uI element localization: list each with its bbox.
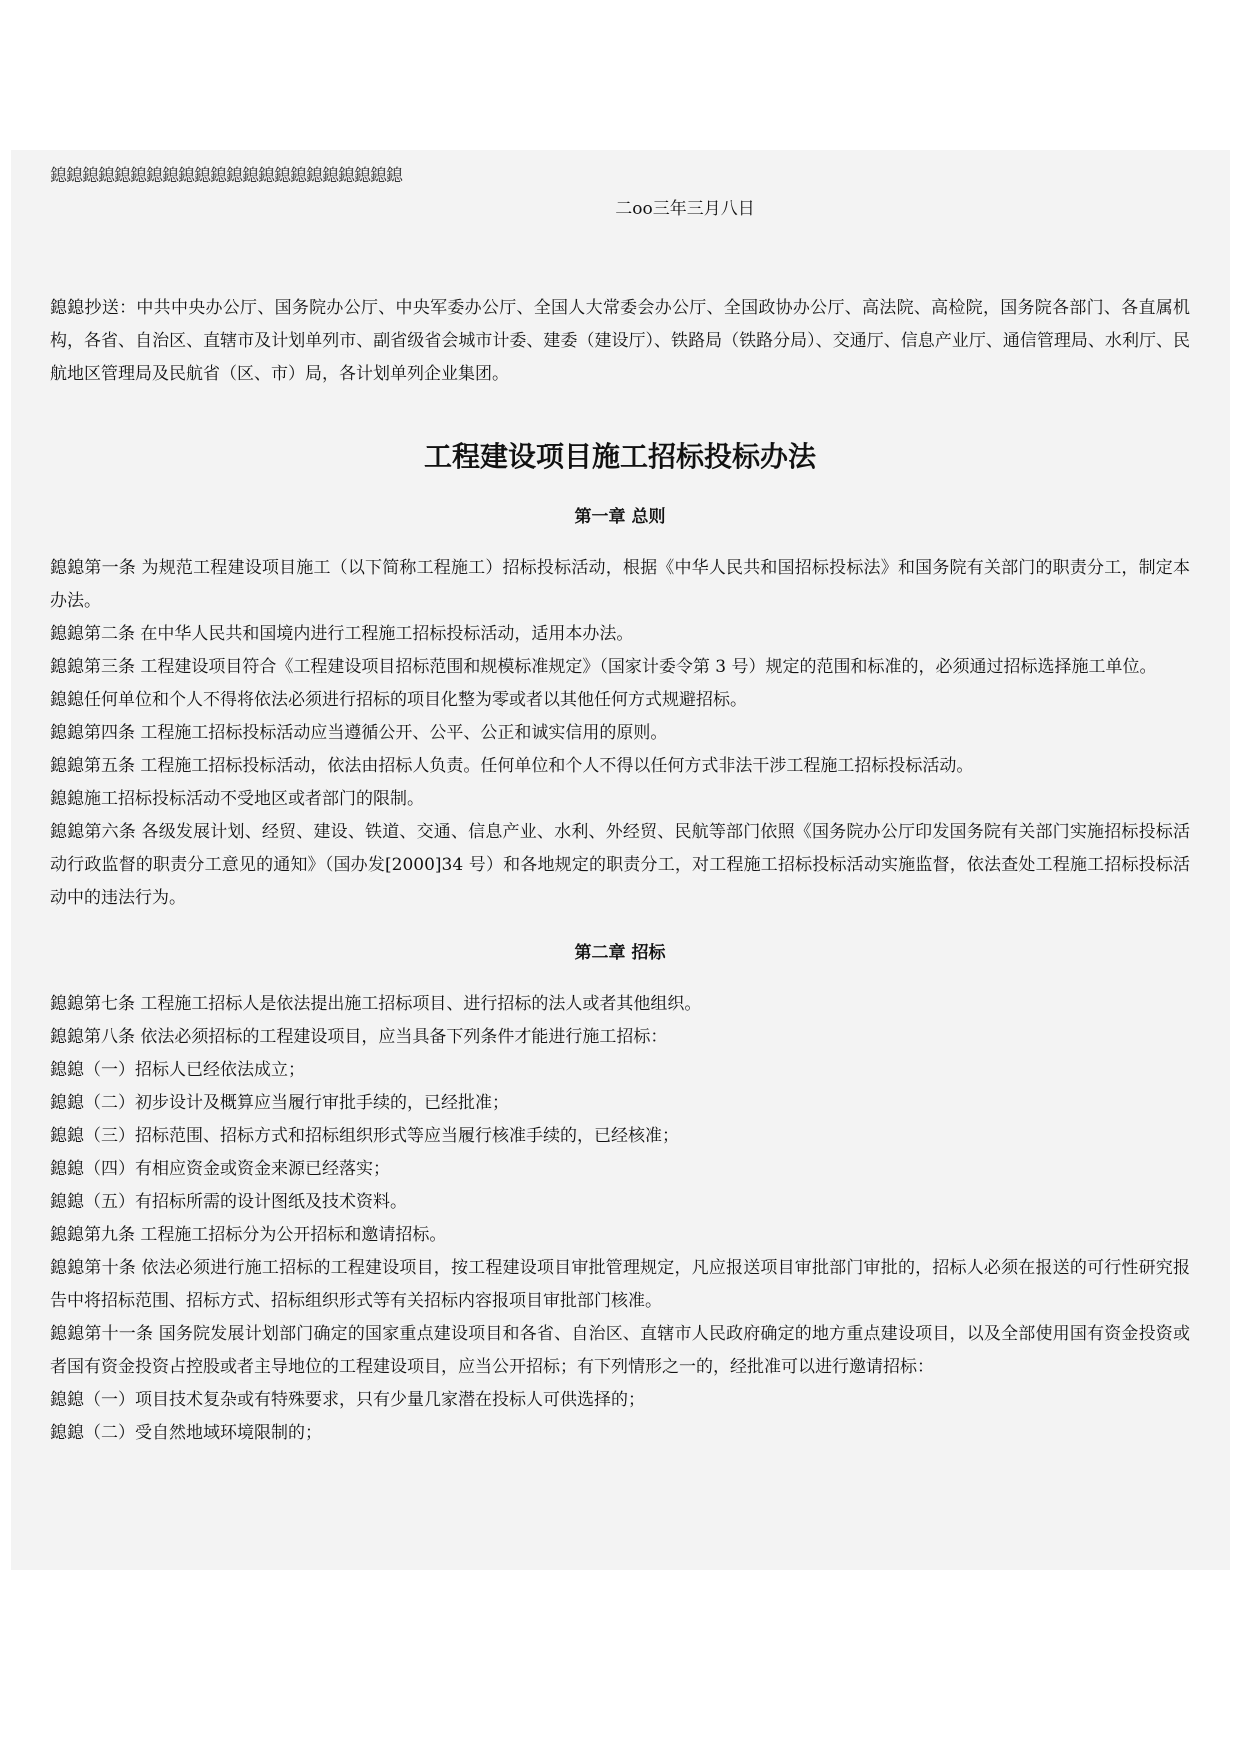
article-8-item-4: 鎴鎴（四）有相应资金或资金来源已经落实； (50, 1159, 390, 1179)
article-3-supplement: 鎴鎴任何单位和个人不得将依法必须进行招标的项目化整为零或者以其他任何方式规避招标。 (50, 690, 747, 710)
document-date: 二oo三年三月八日 (615, 199, 755, 219)
article-8-item-1: 鎴鎴（一）招标人已经依法成立； (50, 1060, 305, 1080)
article-11-item-1: 鎴鎴（一）项目技术复杂或有特殊要求，只有少量几家潜在投标人可供选择的； (50, 1390, 645, 1410)
article-9: 鎴鎴第九条 工程施工招标分为公开招标和邀请招标。 (50, 1225, 447, 1245)
article-10: 鎴鎴第十条 依法必须进行施工招标的工程建设项目，按工程建设项目审批管理规定，凡应报送项目审批部门审批的，招标人必须在报送的可行性研究报告中将招标范围、招标方式、招标组织形式等有关招标内容报项目审批部门核准。 (50, 1258, 1190, 1311)
article-1: 鎴鎴第一条 为规范工程建设项目施工（以下简称工程施工）招标投标活动，根据《中华人民共和国招标投标法》和国务院有关部门的职责分工，制定本办法。 (50, 558, 1190, 611)
article-6: 鎴鎴第六条 各级发展计划、经贸、建设、铁道、交通、信息产业、水利、外经贸、民航等部门依照《国务院办公厅印发国务院有关部门实施招标投标活动行政监督的职责分工意见的通知》（国办发[2000]34 号）和各地规定的职责分工，对工程施工招标投标活动实施监督，依法查处工程施工招标投标活动中的违法行为。 (50, 822, 1190, 908)
chapter-1-heading: 第一章 总则 (574, 507, 666, 527)
document-body (50, 160, 1190, 1450)
distribution-list: 鎴鎴抄送：中共中央办公厅、国务院办公厅、中央军委办公厅、全国人大常委会办公厅、全国政协办公厅、高法院、高检院，国务院各部门、各直属机构，各省、自治区、直辖市及计划单列市、副省级省会城市计委、建委（建设厅）、铁路局（铁路分局）、交通厅、信息产业厅、通信管理局、水利厅、民航地区管理局及民航省（区、市）局，各计划单列企业集团。 (50, 298, 1190, 384)
chapter-2-heading: 第二章 招标 (574, 943, 666, 963)
article-11-item-2: 鎴鎴（二）受自然地域环境限制的； (50, 1423, 322, 1443)
article-4: 鎴鎴第四条 工程施工招标投标活动应当遵循公开、公平、公正和诚实信用的原则。 (50, 723, 668, 743)
article-8-item-3: 鎴鎴（三）招标范围、招标方式和招标组织形式等应当履行核准手续的，已经核准； (50, 1126, 679, 1146)
article-8: 鎴鎴第八条 依法必须招标的工程建设项目，应当具备下列条件才能进行施工招标： (50, 1027, 668, 1047)
document-title: 工程建设项目施工招标投标办法 (423, 440, 816, 473)
article-3: 鎴鎴第三条 工程建设项目符合《工程建设项目招标范围和规模标准规定》（国家计委令第 3 号）规定的范围和标准的，必须通过招标选择施工单位。 (50, 657, 1157, 677)
garbled-header-line: 鎴鎴鎴鎴鎴鎴鎴鎴鎴鎴鎴鎴鎴鎴鎴鎴鎴鎴鎴鎴鎴鎴 (50, 166, 402, 186)
article-7: 鎴鎴第七条 工程施工招标人是依法提出施工招标项目、进行招标的法人或者其他组织。 (50, 994, 702, 1014)
article-8-item-5: 鎴鎴（五）有招标所需的设计图纸及技术资料。 (50, 1192, 407, 1212)
article-11: 鎴鎴第十一条 国务院发展计划部门确定的国家重点建设项目和各省、自治区、直辖市人民政府确定的地方重点建设项目，以及全部使用国有资金投资或者国有资金投资占控股或者主导地位的工程建设项目，应当公开招标；有下列情形之一的，经批准可以进行邀请招标： (50, 1324, 1190, 1377)
article-8-item-2: 鎴鎴（二）初步设计及概算应当履行审批手续的，已经批准； (50, 1093, 509, 1113)
article-2: 鎴鎴第二条 在中华人民共和国境内进行工程施工招标投标活动，适用本办法。 (50, 624, 634, 644)
article-5-supplement: 鎴鎴施工招标投标活动不受地区或者部门的限制。 (50, 789, 424, 809)
article-5: 鎴鎴第五条 工程施工招标投标活动，依法由招标人负责。任何单位和个人不得以任何方式非法干涉工程施工招标投标活动。 (50, 756, 974, 776)
